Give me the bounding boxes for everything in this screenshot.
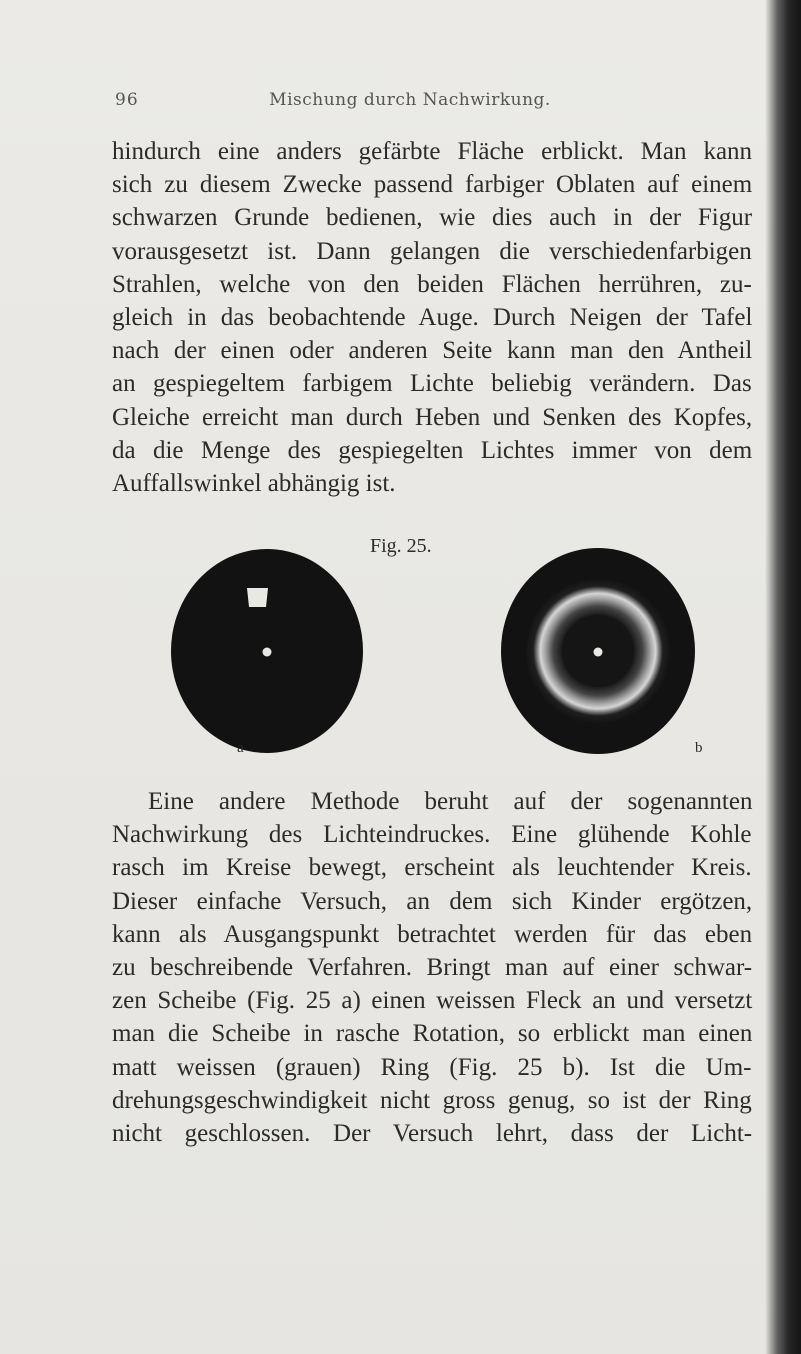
text-line: nicht geschlossen. Der Versuch lehrt, dass der Licht- bbox=[112, 1119, 753, 1147]
figure-label-b: b bbox=[695, 740, 703, 756]
white-spot bbox=[247, 588, 268, 607]
page-number: 96 bbox=[115, 90, 139, 110]
text-line: matt weissen (grauen) Ring (Fig. 25 b). Ist die Um- bbox=[112, 1053, 752, 1081]
text-line: Strahlen, welche von den beiden Flächen herrühren, zu- bbox=[112, 270, 752, 298]
text-line: nach der einen oder anderen Seite kann man den Antheil bbox=[112, 337, 753, 365]
text-line: hindurch eine anders gefärbte Fläche erblickt. Man kann bbox=[112, 138, 753, 165]
center-pin-a bbox=[263, 648, 272, 657]
text-line: da die Menge des gespiegelten Lichtes immer von dem bbox=[112, 436, 753, 464]
text-line: Nachwirkung des Lichteindruckes. Eine glühende Kohle bbox=[112, 821, 752, 849]
disc-a bbox=[171, 549, 363, 753]
text-line: Eine andere Methode beruht auf der sogenannten bbox=[148, 788, 753, 815]
text-line: zu beschreibende Verfahren. Bringt man auf einer schwar- bbox=[112, 953, 753, 981]
paragraph-2 bbox=[112, 785, 752, 1150]
text-line: gleich in das beobachtende Auge. Durch Neigen der Tafel bbox=[112, 303, 753, 331]
text-line: zen Scheibe (Fig. 25 a) einen weissen Fleck an und versetzt bbox=[112, 987, 753, 1015]
text-line: an gespiegeltem farbigem Lichte beliebig verändern. Das bbox=[112, 370, 752, 398]
text-line: sich zu diesem Zwecke passend farbiger Oblaten auf einem bbox=[112, 171, 753, 199]
figure-label-a: a bbox=[237, 740, 244, 756]
text-line: vorausgesetzt ist. Dann gelangen die verschiedenfarbigen bbox=[112, 237, 752, 265]
running-title: Mischung durch Nachwirkung. bbox=[269, 90, 551, 110]
text-line: schwarzen Grunde bedienen, wie dies auch in der Figur bbox=[112, 204, 753, 232]
text-line: drehungsgeschwindigkeit nicht gross genug, so ist der Ring bbox=[112, 1086, 752, 1114]
text-line: Auffallswinkel abhängig ist. bbox=[112, 469, 396, 497]
text-line: rasch im Kreise bewegt, erscheint als leuchtender Kreis. bbox=[112, 854, 752, 882]
center-pin-b bbox=[594, 648, 603, 657]
text-line: kann als Ausgangspunkt betrachtet werden für das eben bbox=[112, 920, 753, 948]
text-line: Gleiche erreicht man durch Heben und Senken des Kopfes, bbox=[112, 403, 753, 431]
text-line: man die Scheibe in rasche Rotation, so erblickt man einen bbox=[112, 1020, 753, 1048]
text-line: Dieser einfache Versuch, an dem sich Kinder ergötzen, bbox=[112, 887, 753, 915]
figure-caption: Fig. 25. bbox=[370, 535, 432, 557]
disc-b bbox=[501, 548, 695, 754]
